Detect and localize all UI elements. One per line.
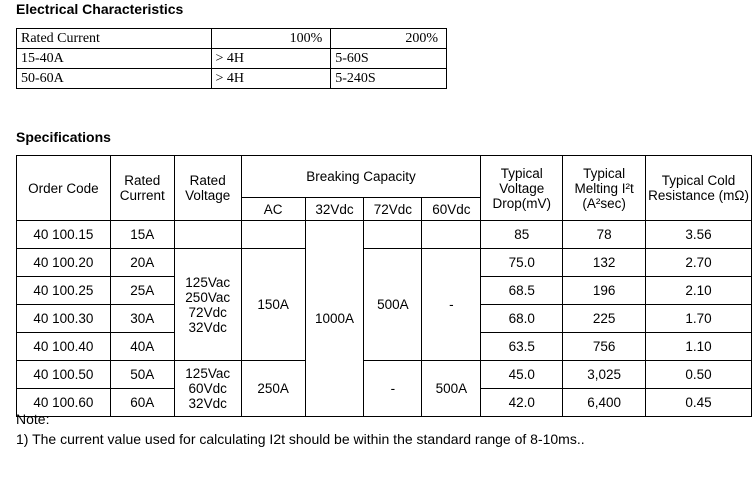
header-rated-voltage: Rated Voltage [174, 156, 241, 221]
header-60vdc: 60Vdc [422, 198, 481, 221]
table-row [17, 361, 752, 389]
cell-voltage-drop: 42.0 [481, 389, 563, 417]
cell-rated-current: 20A [110, 249, 174, 277]
cell-rated-current: 30A [110, 305, 174, 333]
cell-order-code: 40 100.50 [17, 361, 111, 389]
cell-melting-i2t: 196 [563, 277, 646, 305]
cell-empty [241, 221, 305, 249]
cell-cold-resistance: 0.45 [646, 389, 752, 417]
cell-rated-current: 15A [110, 221, 174, 249]
header-rated-current: Rated Current [110, 156, 174, 221]
cell-rated-current: 50A [110, 361, 174, 389]
cell-voltage-drop: 85 [481, 221, 563, 249]
specifications-table [16, 155, 752, 417]
header-32vdc: 32Vdc [305, 198, 364, 221]
cell-order-code: 40 100.30 [17, 305, 111, 333]
cell-order-code: 40 100.15 [17, 221, 111, 249]
cell-ac-group-a: 150A [241, 249, 305, 361]
cell-60vdc-group-b: 500A [422, 361, 481, 417]
header-order-code: Order Code [17, 156, 111, 221]
cell-melting-i2t: 225 [563, 305, 646, 333]
table-row [17, 69, 447, 89]
header-cold-resistance: Typical Cold Resistance (mΩ) [646, 156, 752, 221]
note-title: Note: [16, 411, 50, 427]
cell-order-code: 40 100.25 [17, 277, 111, 305]
cell-empty [174, 221, 241, 249]
cell-60vdc-group-a: - [422, 249, 481, 361]
header-ac: AC [241, 198, 305, 221]
header-100-percent: 100% [211, 29, 331, 49]
header-72vdc: 72Vdc [364, 198, 422, 221]
cell-100-percent: > 4H [211, 49, 331, 69]
cell-cold-resistance: 2.70 [646, 249, 752, 277]
header-breaking-capacity: Breaking Capacity [241, 156, 481, 198]
cell-cold-resistance: 2.10 [646, 277, 752, 305]
cell-cold-resistance: 1.10 [646, 333, 752, 361]
cell-72vdc-group-a: 500A [364, 249, 422, 361]
header-200-percent: 200% [331, 29, 447, 49]
cell-rated-voltage-group-a: 125Vac 250Vac 72Vdc 32Vdc [174, 249, 241, 361]
cell-voltage-drop: 68.5 [481, 277, 563, 305]
electrical-characteristics-table [16, 28, 447, 89]
cell-order-code: 40 100.60 [17, 389, 111, 417]
cell-voltage-drop: 45.0 [481, 361, 563, 389]
cell-cold-resistance: 1.70 [646, 305, 752, 333]
cell-empty [364, 221, 422, 249]
cell-cold-resistance: 0.50 [646, 361, 752, 389]
cell-200-percent: 5-60S [331, 49, 447, 69]
cell-voltage-drop: 63.5 [481, 333, 563, 361]
cell-melting-i2t: 6,400 [563, 389, 646, 417]
cell-rated-voltage-group-b: 125Vac 60Vdc 32Vdc [174, 361, 241, 417]
table-header-row [17, 156, 752, 198]
cell-order-code: 40 100.20 [17, 249, 111, 277]
cell-melting-i2t: 78 [563, 221, 646, 249]
cell-rated-current: 50-60A [17, 69, 212, 89]
cell-melting-i2t: 132 [563, 249, 646, 277]
cell-melting-i2t: 3,025 [563, 361, 646, 389]
note-item: 1) The current value used for calculating I2t should be within the standard range of 8-10ms.. [16, 431, 585, 447]
table-header-row [17, 29, 447, 49]
cell-100-percent: > 4H [211, 69, 331, 89]
cell-200-percent: 5-240S [331, 69, 447, 89]
cell-ac-group-b: 250A [241, 361, 305, 417]
cell-rated-current: 15-40A [17, 49, 212, 69]
cell-voltage-drop: 75.0 [481, 249, 563, 277]
cell-rated-current: 60A [110, 389, 174, 417]
header-rated-current: Rated Current [17, 29, 212, 49]
cell-32vdc-merged: 1000A [305, 221, 364, 417]
cell-rated-current: 25A [110, 277, 174, 305]
cell-order-code: 40 100.40 [17, 333, 111, 361]
header-melting-i2t: Typical Melting I²t (A²sec) [563, 156, 646, 221]
cell-72vdc-group-b: - [364, 361, 422, 417]
cell-rated-current: 40A [110, 333, 174, 361]
electrical-characteristics-heading: Electrical Characteristics [16, 1, 184, 17]
header-voltage-drop: Typical Voltage Drop(mV) [481, 156, 563, 221]
cell-cold-resistance: 3.56 [646, 221, 752, 249]
cell-melting-i2t: 756 [563, 333, 646, 361]
table-row [17, 49, 447, 69]
cell-empty [422, 221, 481, 249]
cell-voltage-drop: 68.0 [481, 305, 563, 333]
table-row [17, 249, 752, 277]
specifications-heading: Specifications [16, 129, 111, 145]
table-row [17, 221, 752, 249]
